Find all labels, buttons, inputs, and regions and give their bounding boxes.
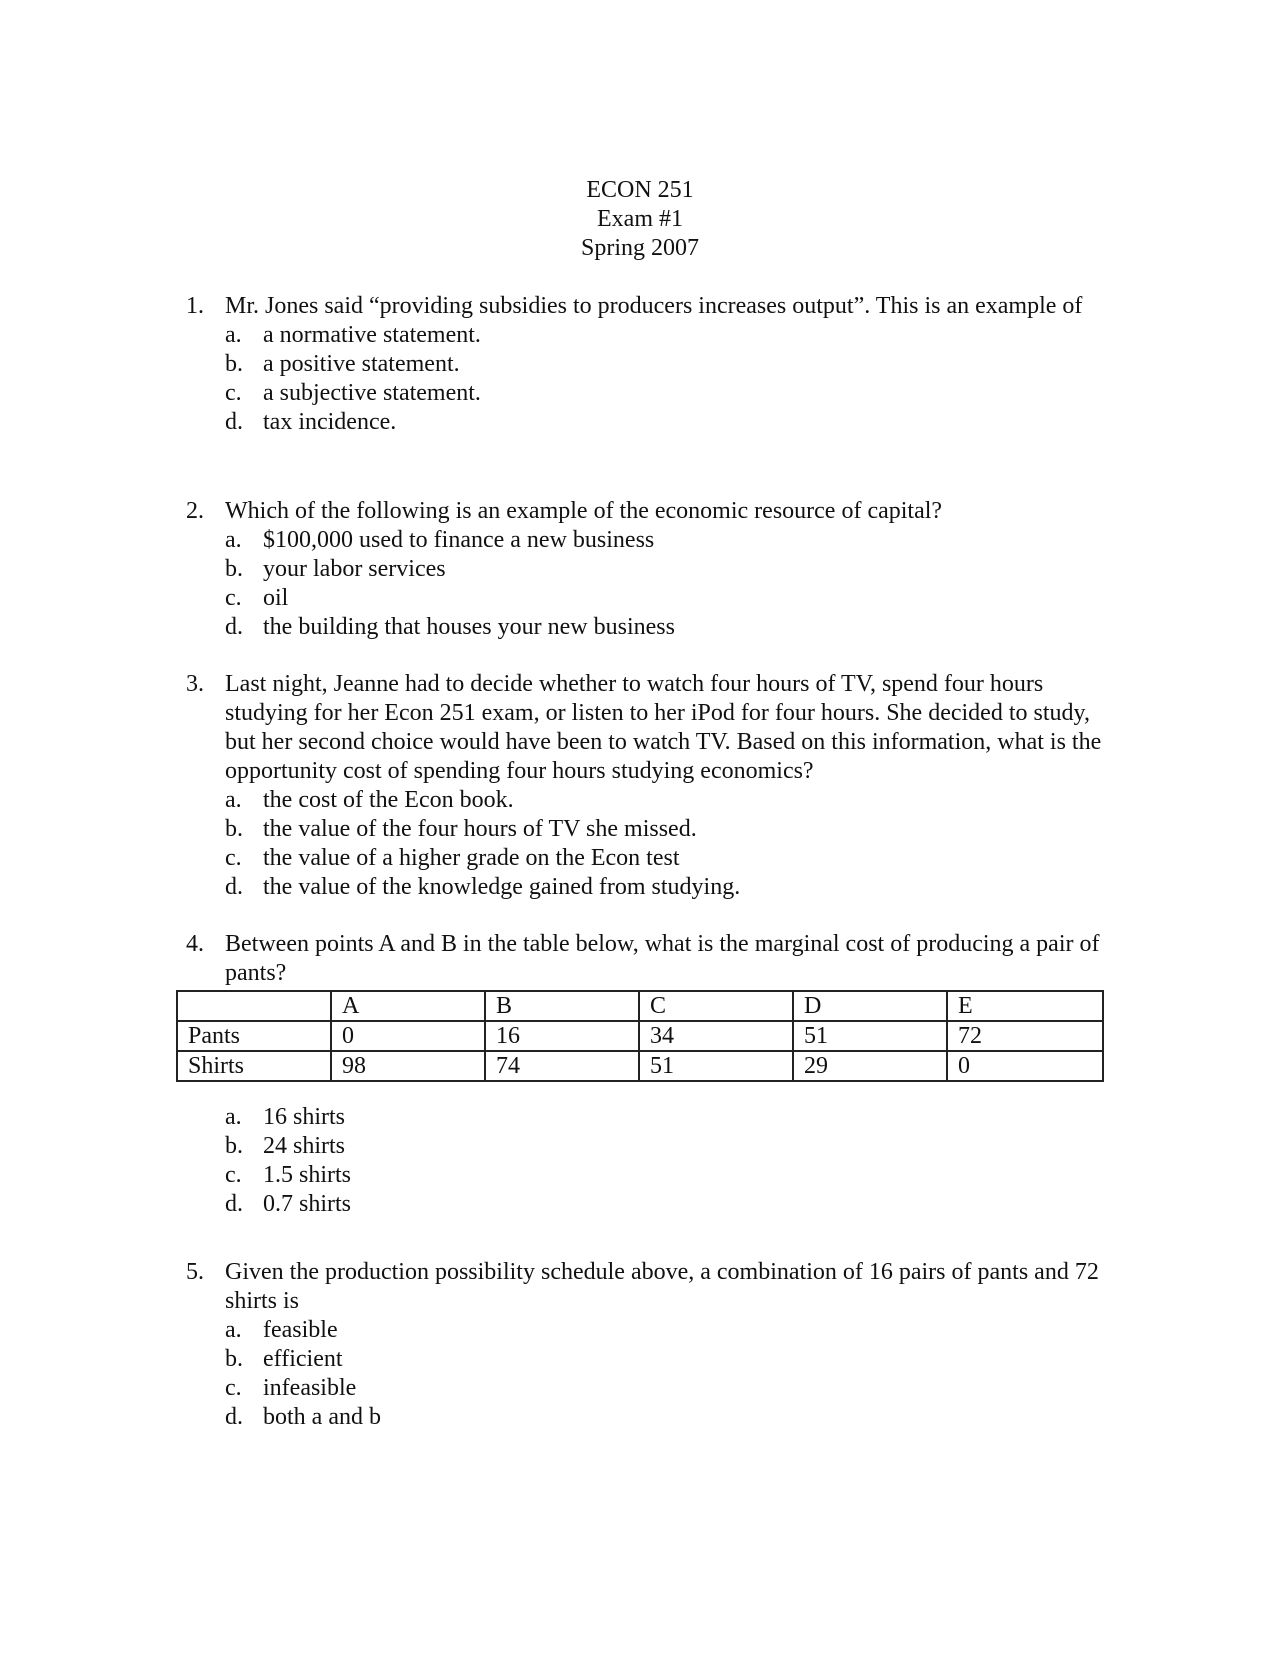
question-number: 2. [186, 498, 204, 524]
option-letter: d. [225, 614, 243, 640]
option-d [186, 1403, 1106, 1432]
question-stem [186, 670, 1106, 786]
table-cell: 74 [485, 1051, 639, 1081]
option-c [186, 844, 1106, 873]
question-stem [186, 497, 1106, 526]
question-number: 1. [186, 293, 204, 319]
option-c [186, 584, 1106, 613]
production-possibility-table [176, 990, 1104, 1082]
option-list [186, 321, 1106, 437]
option-letter: c. [225, 1375, 242, 1401]
question-number: 5. [186, 1259, 204, 1285]
option-letter: b. [225, 1346, 243, 1372]
option-b [186, 1132, 786, 1161]
question-stem [186, 930, 1106, 988]
question-3 [186, 670, 1106, 902]
option-text: infeasible [263, 1375, 357, 1401]
question-stem [186, 292, 1106, 321]
option-letter: a. [225, 787, 242, 813]
option-text: a positive statement. [263, 351, 460, 377]
question-5 [186, 1258, 1106, 1432]
option-letter: c. [225, 1162, 242, 1188]
question-number: 4. [186, 931, 204, 957]
option-letter: b. [225, 1133, 243, 1159]
option-b [186, 555, 1106, 584]
option-list [186, 1103, 786, 1219]
question-2 [186, 497, 1106, 642]
option-text: a subjective statement. [263, 380, 481, 406]
option-letter: d. [225, 1404, 243, 1430]
option-text: your labor services [263, 556, 446, 582]
option-letter: d. [225, 1191, 243, 1217]
option-list [186, 786, 1106, 902]
option-a [186, 1316, 1106, 1345]
question-1 [186, 292, 1106, 437]
table-cell: 51 [639, 1051, 793, 1081]
option-text: $100,000 used to finance a new business [263, 527, 655, 553]
option-a [186, 321, 1106, 350]
option-text: oil [263, 585, 289, 611]
table-cell: 0 [331, 1021, 485, 1051]
option-letter: b. [225, 351, 243, 377]
option-b [186, 815, 1106, 844]
table-cell: 29 [793, 1051, 947, 1081]
option-text: the building that houses your new business [263, 614, 675, 640]
option-text: the value of a higher grade on the Econ test [263, 845, 680, 871]
question-4 [186, 930, 1106, 988]
option-text: tax incidence. [263, 409, 397, 435]
option-list [186, 1316, 1106, 1432]
option-text: both a and b [263, 1404, 381, 1430]
option-text: efficient [263, 1346, 343, 1372]
row-label: Shirts [177, 1051, 331, 1081]
exam-header [0, 176, 1280, 263]
table-cell: 51 [793, 1021, 947, 1051]
table-cell: 16 [485, 1021, 639, 1051]
question-text: Last night, Jeanne had to decide whether to watch four hours of TV, spend four hours studying for her Econ 251 exam, or listen to her iPod for four hours. She decided to study, but her second choice would have been to watch TV. Based on this information, what is the opportunity cost of spending four hours studying economics? [225, 671, 1102, 784]
option-text: the value of the knowledge gained from studying. [263, 874, 741, 900]
table-header-row [177, 991, 1103, 1021]
option-c [186, 379, 1106, 408]
option-letter: c. [225, 585, 242, 611]
option-letter: d. [225, 409, 243, 435]
option-text: feasible [263, 1317, 338, 1343]
table-cell: 0 [947, 1051, 1103, 1081]
question-number: 3. [186, 671, 204, 697]
option-letter: a. [225, 527, 242, 553]
option-letter: a. [225, 1317, 242, 1343]
option-text: 24 shirts [263, 1133, 346, 1159]
table-cell: 72 [947, 1021, 1103, 1051]
option-text: 0.7 shirts [263, 1191, 352, 1217]
option-text: 1.5 shirts [263, 1162, 352, 1188]
option-letter: c. [225, 380, 242, 406]
option-b [186, 350, 1106, 379]
table-cell: 34 [639, 1021, 793, 1051]
option-letter: d. [225, 874, 243, 900]
option-list [186, 526, 1106, 642]
option-letter: c. [225, 845, 242, 871]
option-text: the value of the four hours of TV she missed. [263, 816, 697, 842]
question-text: Given the production possibility schedule above, a combination of 16 pairs of pants and 72 shirts is [225, 1259, 1099, 1314]
question-stem [186, 1258, 1106, 1316]
question-text: Between points A and B in the table below, what is the marginal cost of producing a pair of pants? [225, 931, 1100, 986]
option-letter: a. [225, 1104, 242, 1130]
course-title: ECON 251 [586, 177, 694, 203]
exam-title: Exam #1 [597, 206, 683, 232]
table-row [177, 1021, 1103, 1051]
option-b [186, 1345, 1106, 1374]
row-label: Pants [177, 1021, 331, 1051]
option-text: a normative statement. [263, 322, 481, 348]
option-a [186, 1103, 786, 1132]
table-row [177, 1051, 1103, 1081]
exam-term: Spring 2007 [580, 235, 699, 261]
column-header: A [331, 991, 485, 1021]
option-text: 16 shirts [263, 1104, 346, 1130]
column-header: E [947, 991, 1103, 1021]
option-letter: a. [225, 322, 242, 348]
option-d [186, 1190, 786, 1219]
column-header: D [793, 991, 947, 1021]
option-text: the cost of the Econ book. [263, 787, 514, 813]
option-c [186, 1374, 1106, 1403]
option-a [186, 526, 1106, 555]
table-cell: 98 [331, 1051, 485, 1081]
option-d [186, 613, 1106, 642]
table-corner-cell [177, 991, 331, 1021]
question-text: Which of the following is an example of the economic resource of capital? [225, 498, 943, 524]
option-d [186, 408, 1106, 437]
question-text: Mr. Jones said “providing subsidies to producers increases output”. This is an example of [225, 293, 1083, 319]
option-d [186, 873, 1106, 902]
option-c [186, 1161, 786, 1190]
column-header: B [485, 991, 639, 1021]
option-letter: b. [225, 816, 243, 842]
option-a [186, 786, 1106, 815]
column-header: C [639, 991, 793, 1021]
option-letter: b. [225, 556, 243, 582]
